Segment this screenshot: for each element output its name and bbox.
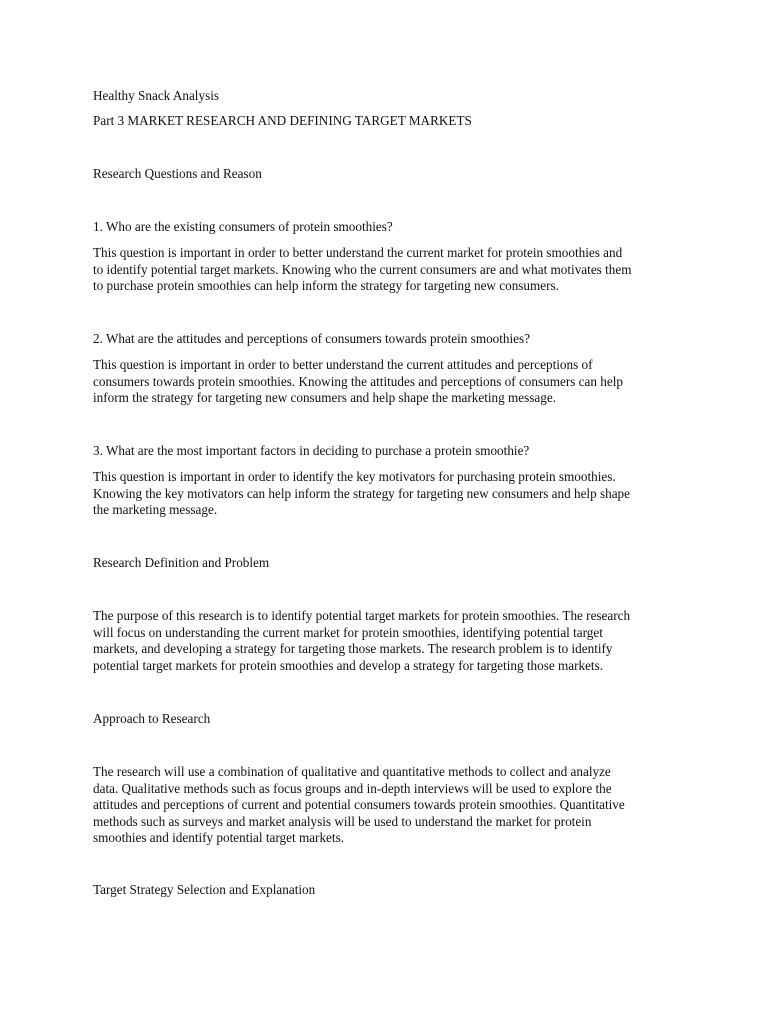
question-2-reason — [93, 357, 683, 407]
section-heading-approach: Approach to Research — [93, 711, 211, 726]
question-1-reason — [93, 245, 683, 295]
text-line: Knowing the key motivators can help inform the strategy for targeting new consumers and help shape — [93, 485, 631, 501]
text-line: consumers towards protein smoothies. Knowing the attitudes and perceptions of consumers can help — [93, 373, 623, 389]
text-line: data. Qualitative methods such as focus groups and in-depth interviews will be used to explore the — [93, 780, 612, 796]
text-line: This question is important in order to better understand the current market for protein smoothies and — [93, 245, 623, 260]
document-title: Healthy Snack Analysis — [93, 88, 219, 103]
text-line: the marketing message. — [93, 502, 218, 517]
text-line: methods such as surveys and market analysis will be used to understand the market for protein — [93, 813, 592, 829]
text-line: This question is important in order to better understand the current attitudes and perceptions of — [93, 357, 593, 372]
text-line: to identify potential target markets. Knowing who the current consumers are and what motivates them — [93, 261, 632, 277]
text-line: smoothies and identify potential target markets. — [93, 830, 344, 845]
part-heading: Part 3 MARKET RESEARCH AND DEFINING TARGET MARKETS — [93, 113, 472, 128]
approach-paragraph — [93, 764, 683, 847]
section-heading-research-definition: Research Definition and Problem — [93, 555, 270, 570]
text-line: The research will use a combination of qualitative and quantitative methods to collect and analyze — [93, 764, 611, 779]
question-1: 1. Who are the existing consumers of protein smoothies? — [93, 219, 393, 234]
section-heading-research-questions: Research Questions and Reason — [93, 166, 262, 181]
text-line: inform the strategy for targeting new consumers and help shape the marketing message. — [93, 390, 557, 405]
text-line: will focus on understanding the current market for protein smoothies, identifying potential target — [93, 624, 603, 640]
section-heading-target-strategy: Target Strategy Selection and Explanation — [93, 882, 316, 897]
text-line: to purchase protein smoothies can help inform the strategy for targeting new consumers. — [93, 278, 559, 293]
question-3-reason — [93, 469, 683, 519]
research-definition-paragraph — [93, 608, 683, 674]
question-2: 2. What are the attitudes and perceptions of consumers towards protein smoothies? — [93, 331, 531, 346]
text-line: The purpose of this research is to identify potential target markets for protein smoothies. The research — [93, 608, 631, 623]
text-line: potential target markets for protein smoothies and develop a strategy for targeting those markets. — [93, 657, 604, 673]
question-3: 3. What are the most important factors in deciding to purchase a protein smoothie? — [93, 443, 530, 458]
text-line: markets, and developing a strategy for targeting those markets. The research problem is to identify — [93, 641, 613, 656]
text-line: attitudes and perceptions of current and potential consumers towards protein smoothies. Quantitative — [93, 797, 625, 812]
text-line: This question is important in order to identify the key motivators for purchasing protein smoothies. — [93, 469, 616, 484]
